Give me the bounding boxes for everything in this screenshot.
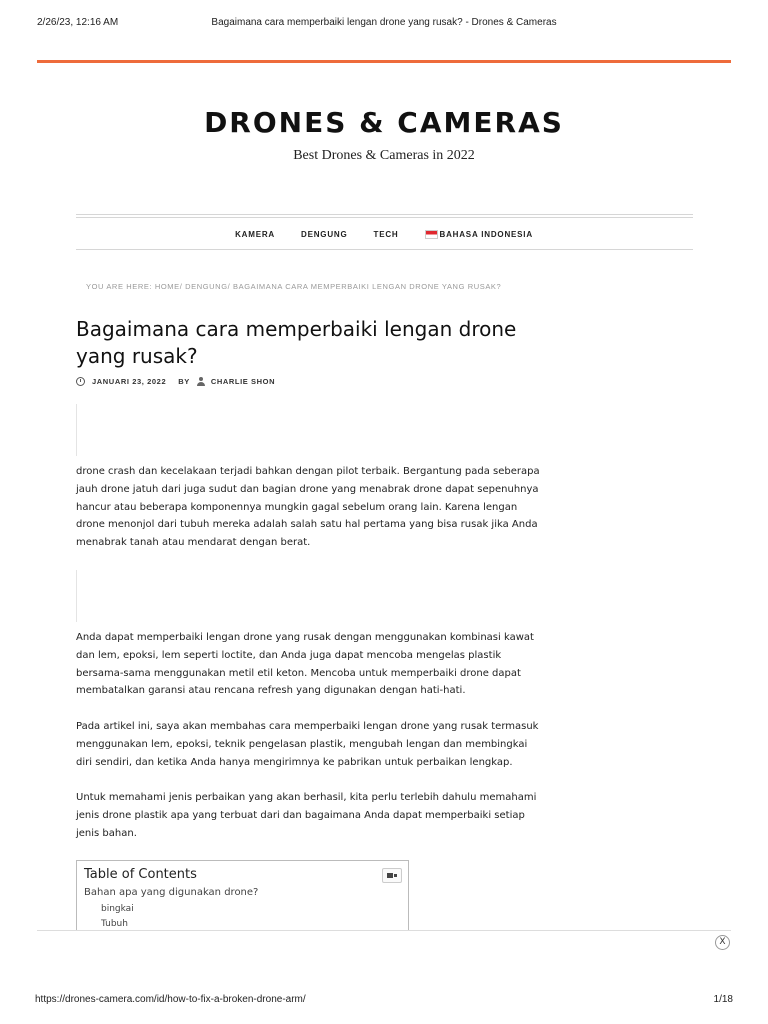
indonesia-flag-icon — [425, 230, 438, 239]
post-date[interactable]: JANUARI 23, 2022 — [92, 376, 167, 386]
toc-title: Table of Contents — [84, 867, 197, 882]
nav-item-bahasa-indonesia[interactable] — [425, 227, 533, 241]
toc-item[interactable]: Bahan apa yang digunakan drone? — [84, 887, 259, 898]
post-meta — [76, 375, 275, 387]
page-fold-divider — [37, 930, 731, 931]
post-author[interactable]: CHARLIE SHON — [210, 376, 276, 386]
nav-item-label: DENGUNG — [301, 229, 348, 239]
print-url: https://drones-camera.com/id/how-to-fix-a-broken-drone-arm/ — [35, 994, 306, 1005]
clock-icon — [76, 377, 85, 386]
post-by-label: BY — [178, 376, 190, 386]
print-page-number: 1/18 — [713, 994, 733, 1005]
print-header — [0, 17, 768, 31]
toc-toggle-icon[interactable] — [382, 868, 402, 883]
nav-item-tech[interactable] — [374, 227, 399, 241]
post-paragraph: drone crash dan kecelakaan terjadi bahkan dengan pilot terbaik. Bergantung pada seberapa jauh drone jatuh dari juga sudut dan bagian drone yang menabrak drone dapat sepenuhnya hancur atau beberapa komponennya mungkin gagal sebelum orang lain. Karena lengan drone menonjol dari tubuh mereka adalah salah satu hal pertama yang bisa rusak jika Anda menabrak tanah atau mendarat dengan berat. — [76, 466, 540, 549]
toc-item[interactable]: Tubuh — [101, 919, 128, 929]
print-footer — [0, 994, 768, 1008]
embed-placeholder — [76, 404, 77, 456]
accent-bar — [37, 60, 731, 63]
nav-divider-top — [76, 214, 693, 215]
nav-item-kamera[interactable] — [235, 227, 275, 241]
close-icon[interactable]: X — [715, 935, 730, 950]
nav-divider-bottom — [76, 249, 693, 250]
print-page-title: Bagaimana cara memperbaiki lengan drone yang rusak? - Drones & Cameras — [211, 17, 557, 28]
main-nav — [0, 227, 768, 241]
nav-item-label: KAMERA — [235, 229, 276, 239]
user-icon — [196, 377, 206, 386]
site-title[interactable]: DRONES & CAMERAS — [204, 106, 564, 139]
nav-item-label: TECH — [373, 229, 399, 239]
nav-item-label: BAHASA INDONESIA — [439, 229, 533, 239]
print-datetime: 2/26/23, 12:16 AM — [37, 17, 119, 28]
nav-item-dengung[interactable] — [301, 227, 348, 241]
toc-item[interactable]: bingkai — [101, 904, 134, 914]
nav-divider-top-inner — [76, 217, 693, 218]
site-tagline: Best Drones & Cameras in 2022 — [293, 148, 475, 163]
breadcrumb: YOU ARE HERE: HOME/ DENGUNG/ BAGAIMANA CARA MEMPERBAIKI LENGAN DRONE YANG RUSAK? — [86, 282, 502, 291]
embed-placeholder — [76, 570, 77, 622]
post-paragraph: Untuk memahami jenis perbaikan yang akan berhasil, kita perlu terlebih dahulu memahami jenis drone plastik apa yang terbuat dari dan bagaimana Anda dapat memperbaiki setiap jenis bahan. — [76, 792, 537, 839]
post-title: Bagaimana cara memperbaiki lengan drone yang rusak? — [76, 317, 517, 368]
page-fold — [0, 931, 768, 1024]
post-paragraph: Pada artikel ini, saya akan membahas cara memperbaiki lengan drone yang rusak termasuk menggunakan lem, epoksi, teknik pengelasan plastik, mengubah lengan dan membingkai diri sendiri, dan ketika Anda hanya mengirimnya ke pabrikan untuk perbaikan lengkap. — [76, 721, 539, 768]
post-paragraph: Anda dapat memperbaiki lengan drone yang rusak dengan menggunakan kombinasi kawat dan lem, epoksi, lem seperti loctite, dan Anda juga dapat mencoba mengelas plastik bersama-sama menggunakan metil etil keton. Mencoba untuk memperbaiki drone dapat membatalkan garansi atau rencana refresh yang digunakan dengan hati-hati. — [76, 632, 534, 697]
